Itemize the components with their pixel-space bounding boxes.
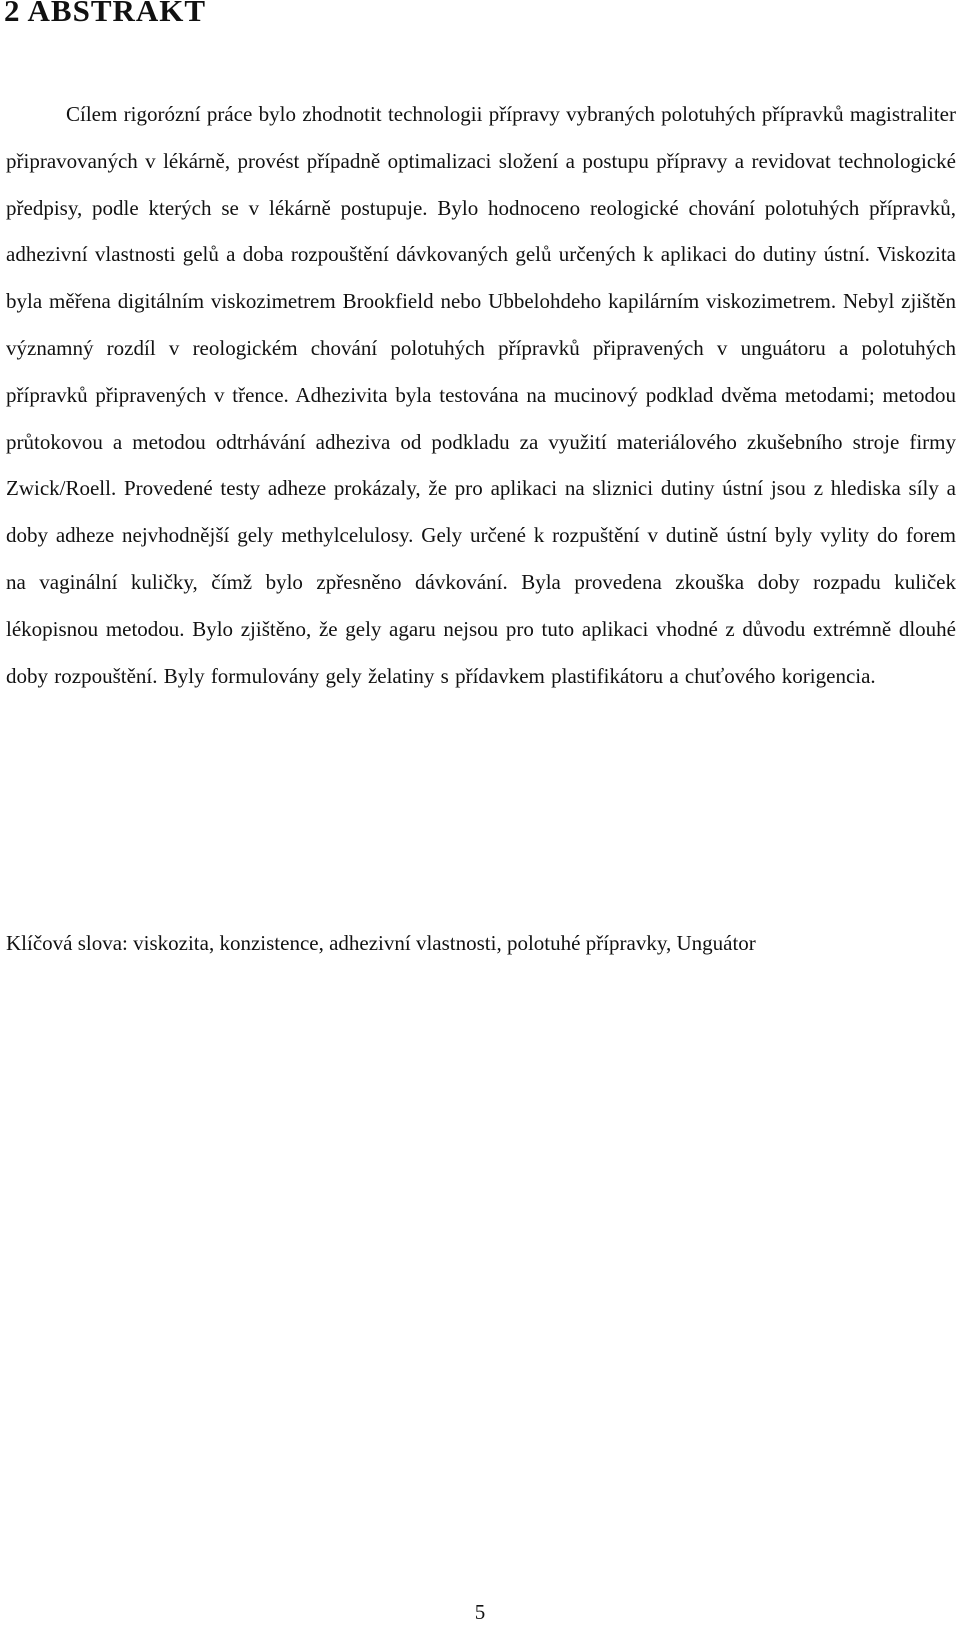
abstract-paragraph: Cílem rigorózní práce bylo zhodnotit technologii přípravy vybraných polotuhých přípravků magistraliter připravovaných v lékárně, provést případně optimalizaci složení a postupu přípravy a revidovat technologické předpisy, podle kterých se v lékárně postupuje. Bylo hodnoceno reologické chování polotuhých přípravků, adhezivní vlastnosti gelů a doba rozpouštění dávkovaných gelů určených k aplikaci do dutiny ústní. Viskozita byla měřena digitálním viskozimetrem Brookfield nebo Ubbelohdeho kapilárním viskozimetrem. Nebyl zjištěn významný rozdíl v reologickém chování polotuhých přípravků připravených v unguátoru a polotuhých přípravků připravených v třence. Adhezivita byla testována na mucinový podklad dvěma metodami; metodou průtokovou a metodou odtrhávání adheziva od podkladu za využití materiálového zkušebního stroje firmy Zwick/Roell. Provedené testy adheze prokázaly, že pro aplikaci na sliznici dutiny ústní jsou z hlediska síly a doby adheze nejvhodnější gely methylcelulosy. Gely určené k rozpuštění v dutině ústní byly vylity do forem na vaginální kuličky, čímž bylo zpřesněno dávkování. Byla provedena zkouška doby rozpadu kuliček lékopisnou metodou. Bylo zjištěno, že gely agaru nejsou pro tuto aplikaci vhodné z důvodu extrémně dlouhé doby rozpouštění. Byly formulovány gely želatiny s přídavkem plastifikátoru a chuťového korigencia. bbox=[6, 102, 956, 688]
keywords-paragraph: Klíčová slova: viskozita, konzistence, adhezivní vlastnosti, polotuhé přípravky, Unguátor bbox=[6, 931, 756, 955]
section-heading: 2 ABSTRAKT bbox=[4, 0, 207, 28]
page-number: 5 bbox=[474, 1600, 486, 1624]
